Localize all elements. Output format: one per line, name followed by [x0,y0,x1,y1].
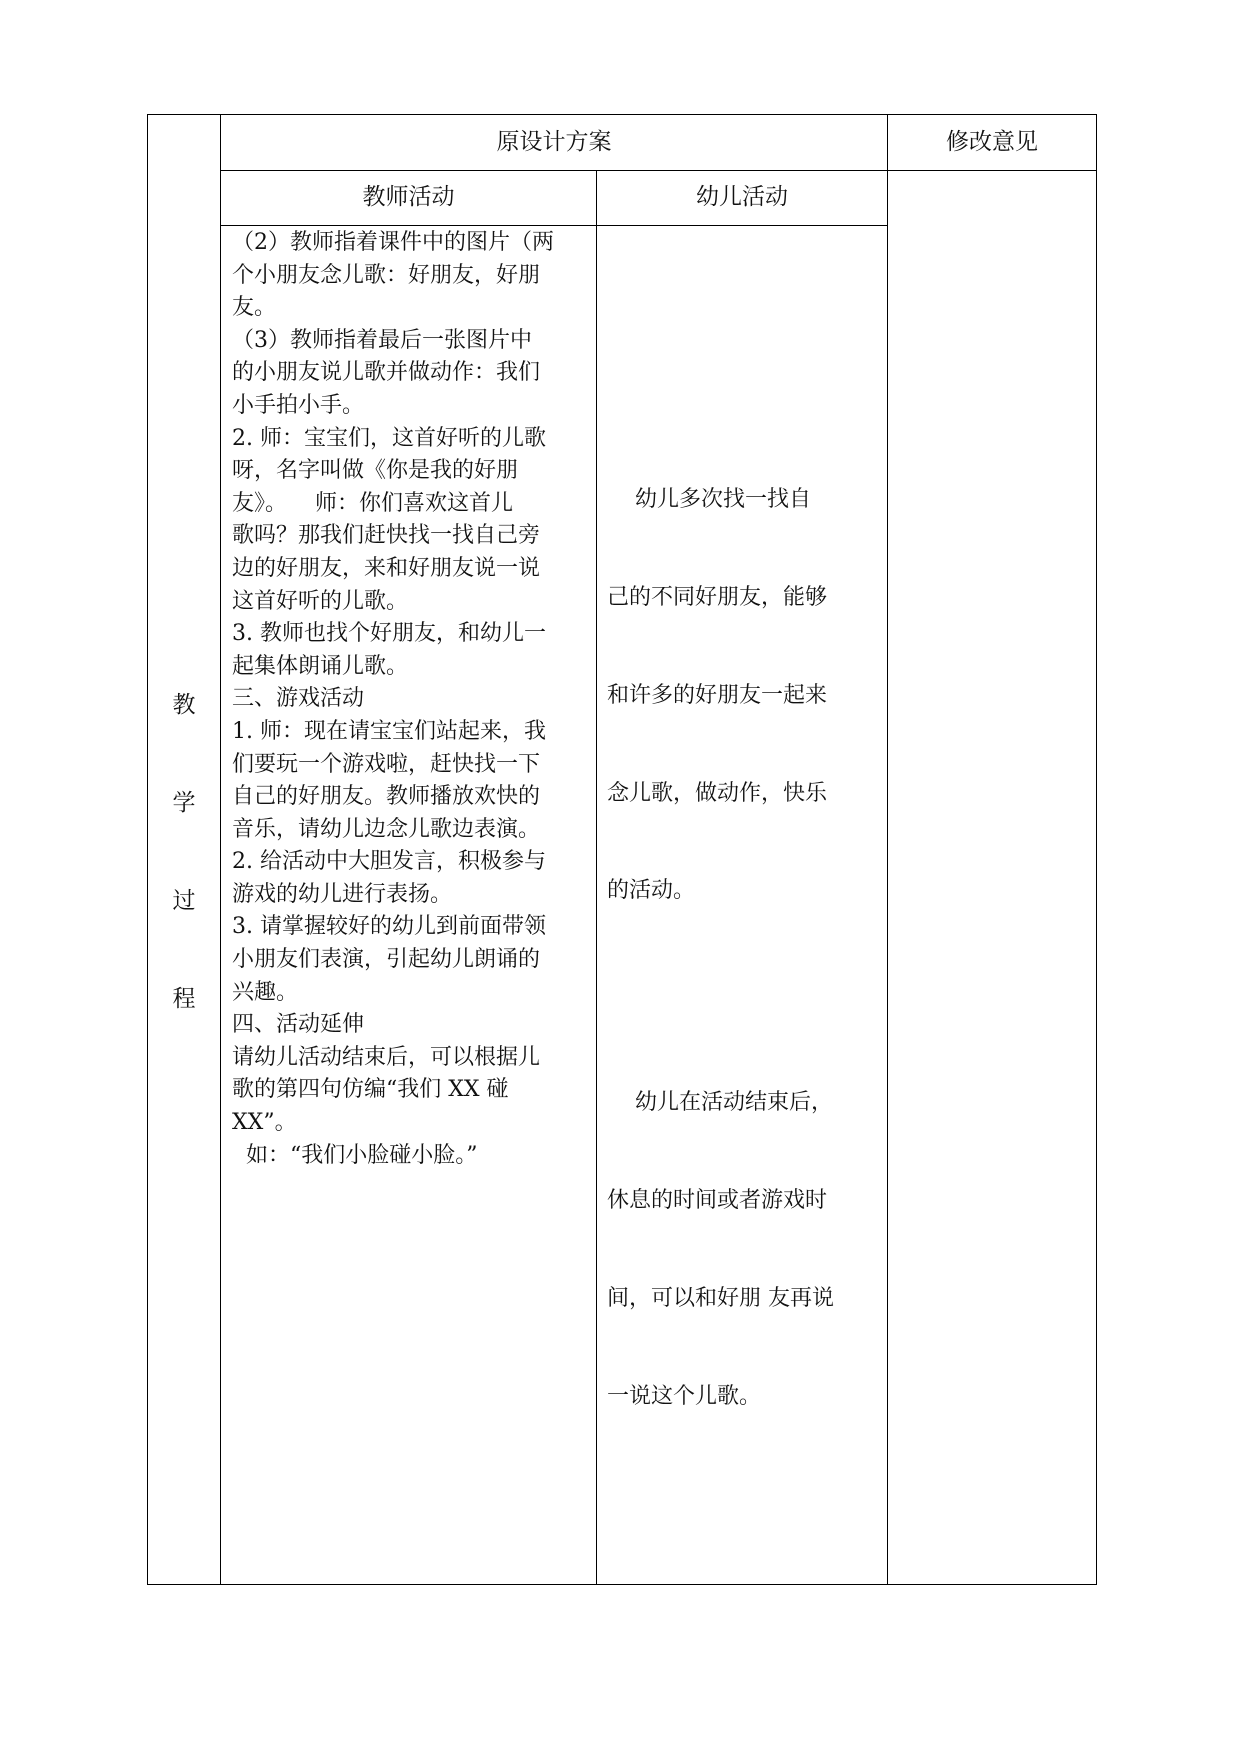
child-activity-text-1 [607,419,883,973]
text-line: 念儿歌，做动作，快乐 [607,780,828,806]
child-activity-text-2 [607,1022,883,1478]
text-line: 个小朋友念儿歌：好朋友，好朋 [232,262,541,288]
text-line: 己的不同好朋友，能够 [607,584,828,610]
section-label-char: 过 [172,888,196,914]
original-plan-header: 原设计方案 [496,129,612,155]
text-line: 歌的第四句仿编“我们 XX 碰 [232,1077,509,1103]
text-line: 的小朋友说儿歌并做动作：我们 [232,360,541,386]
text-line: 友》。 师：你们喜欢这首儿 [232,490,513,516]
section-label-char: 学 [172,790,196,816]
text-line: 起集体朗诵儿歌。 [232,653,409,679]
text-line: 四、活动延伸 [232,1012,365,1038]
text-line: 们要玩一个游戏啦，赶快找一下 [232,751,541,777]
header-divider [220,170,1096,171]
text-line: XX”。 [232,1110,297,1136]
text-line: 请幼儿活动结束后，可以根据儿 [232,1044,541,1070]
text-line: 1. 师：现在请宝宝们站起来，我 [232,718,546,744]
table-bottom-border [147,1584,1096,1585]
text-line: 如：“我们小脸碰小脸。” [232,1142,478,1168]
text-line: 小朋友们表演，引起幼儿朗诵的 [232,947,541,973]
child-activity-header: 幼儿活动 [696,184,788,210]
text-line: 歌吗？那我们赶快找一找自己旁 [232,523,541,549]
revision-column-divider [887,114,888,1585]
text-line: 三、游戏活动 [232,686,365,712]
text-line: 2. 师：宝宝们，这首好听的儿歌 [232,425,546,451]
section-column-divider [220,114,221,1585]
subheader-divider [220,225,887,226]
revision-notes-header: 修改意见 [946,129,1038,155]
text-line: 这首好听的儿歌。 [232,588,409,614]
text-line: 2. 给活动中大胆发言，积极参与 [232,849,546,875]
text-line: 音乐，请幼儿边念儿歌边表演。 [232,816,541,842]
text-line: 边的好朋友，来和好朋友说一说 [232,555,541,581]
text-line: （2）教师指着课件中的图片（两 [232,230,554,255]
table-right-border [1096,114,1097,1585]
text-line: 休息的时间或者游戏时 [607,1187,828,1213]
text-line: 和许多的好朋友一起来 [607,682,828,708]
text-line: 间，可以和好朋 友再说 [607,1285,834,1311]
teacher-activity-header: 教师活动 [362,184,455,210]
table-left-border [147,114,148,1585]
section-label-char: 教 [172,692,196,718]
text-line: 友。 [232,295,277,321]
text-line: 兴趣。 [232,979,299,1005]
section-label-char: 程 [172,986,196,1012]
teacher-child-divider [596,170,597,1585]
text-line: 自己的好朋友。教师播放欢快的 [232,784,541,810]
text-line: 的活动。 [607,878,696,904]
text-line: 幼儿在活动结束后， [607,1090,833,1116]
teacher-activity-text [232,227,592,1172]
text-line: 游戏的幼儿进行表扬。 [232,881,453,907]
text-line: （3）教师指着最后一张图片中 [232,327,532,353]
text-line: 呀，名字叫做《你是我的好朋 [232,458,519,484]
text-line: 3. 教师也找个好朋友，和幼儿一 [232,621,546,647]
table-top-border [147,114,1096,115]
text-line: 3. 请掌握较好的幼儿到前面带领 [232,914,546,940]
text-line: 幼儿多次找一找自 [607,487,811,513]
text-line: 一说这个儿歌。 [607,1383,762,1409]
text-line: 小手拍小手。 [232,392,365,418]
